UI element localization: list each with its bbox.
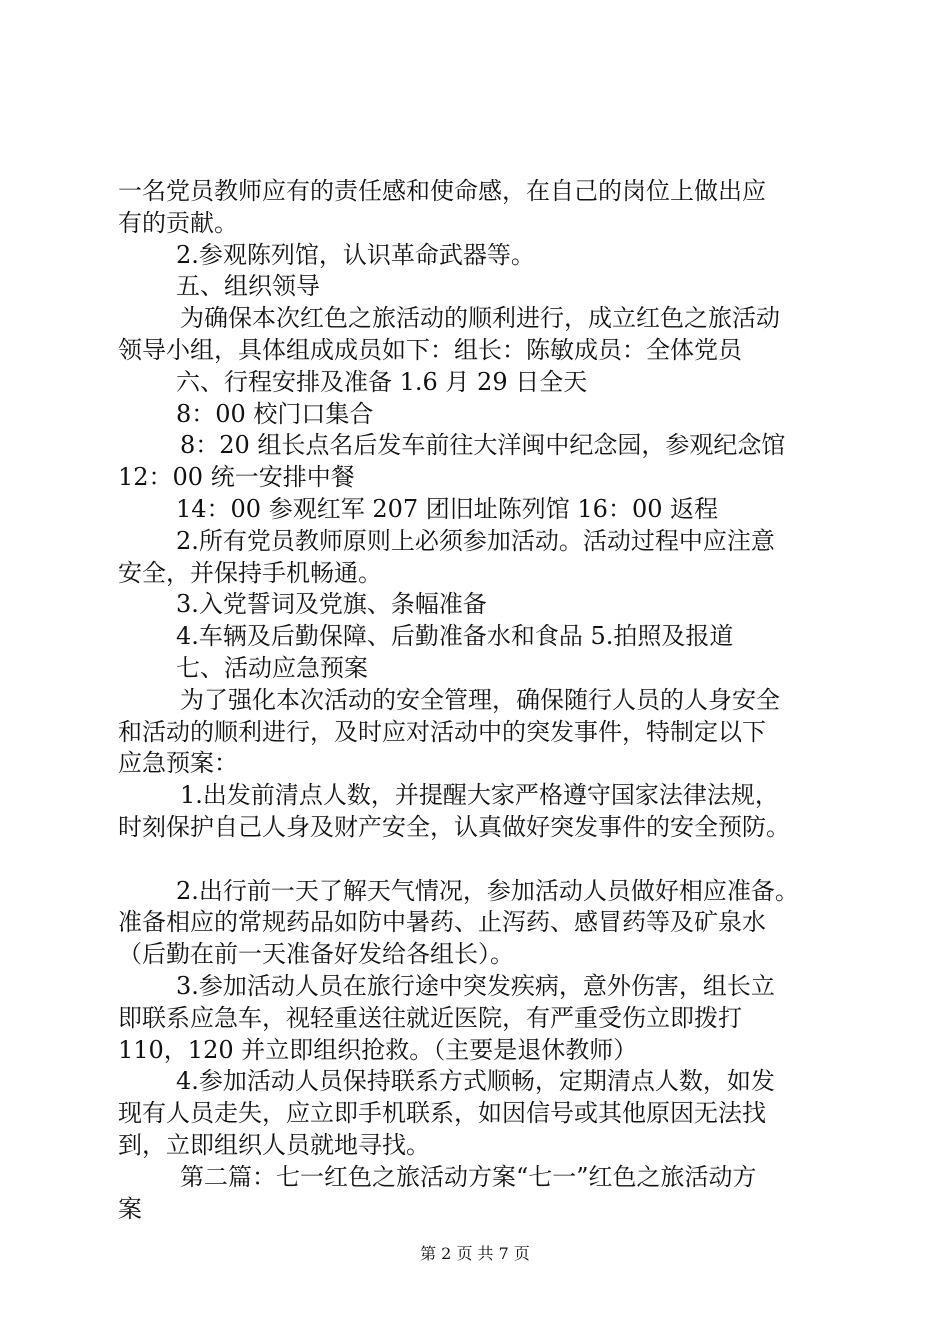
text-line: 安全，并保持手机畅通。 — [118, 558, 382, 587]
text-line: 即联系应急车，视轻重送往就近医院，有严重受伤立即拨打 — [118, 1003, 742, 1032]
text-line: 110，120 并立即组织抢救。（主要是退休教师） — [118, 1035, 638, 1064]
schedule-item: 12：00 统一安排中餐 — [118, 463, 355, 492]
section-heading: 六、行程安排及准备 1.6 月 29 日全天 — [176, 367, 588, 396]
schedule-item: 8：20 组长点名后发车前往大洋闽中纪念园，参观纪念馆 — [180, 431, 786, 460]
text-line: （后勤在前一天准备好发给各组长）。 — [118, 940, 514, 969]
list-item: 3.参加活动人员在旅行途中突发疾病，意外伤害，组长立 — [176, 971, 775, 1000]
list-item: 2.出行前一天了解天气情况，参加活动人员做好相应准备。 — [176, 876, 799, 905]
text-line: 案 — [118, 1194, 142, 1223]
paragraph-gap — [118, 844, 838, 876]
section-heading: 五、组织领导 — [176, 272, 320, 301]
text-line: 和活动的顺利进行，及时应对活动中的突发事件，特制定以下 — [118, 717, 766, 746]
text-line: 到，立即组织人员就地寻找。 — [118, 1130, 430, 1159]
text-line: 为确保本次红色之旅活动的顺利进行，成立红色之旅活动 — [180, 304, 780, 333]
text-line: 时刻保护自己人身及财产安全，认真做好突发事件的安全预防。 — [118, 812, 790, 841]
text-line: 为了强化本次活动的安全管理，确保随行人员的人身安全 — [180, 685, 780, 714]
list-item: 2.所有党员教师原则上必须参加活动。活动过程中应注意 — [176, 526, 775, 555]
document-body — [118, 176, 838, 1225]
text-line: 有的贡献。 — [118, 208, 238, 237]
text-line: 准备相应的常规药品如防中暑药、止泻药、感冒药等及矿泉水 — [118, 908, 766, 937]
list-item: 4.车辆及后勤保障、后勤准备水和食品 5.拍照及报道 — [176, 622, 734, 651]
text-line: 领导小组，具体组成成员如下：组长：陈敏成员：全体党员 — [118, 335, 742, 364]
list-item: 1.出发前清点人数，并提醒大家严格遵守国家法律法规， — [180, 781, 779, 810]
schedule-item: 14：00 参观红军 207 团旧址陈列馆 16：00 返程 — [176, 494, 719, 523]
section-heading: 七、活动应急预案 — [176, 653, 368, 682]
list-item: 2.参观陈列馆，认识革命武器等。 — [176, 240, 535, 269]
list-item: 3.入党誓词及党旗、条幅准备 — [176, 590, 487, 619]
schedule-item: 8：00 校门口集合 — [176, 399, 374, 428]
list-item: 4.参加活动人员保持联系方式顺畅，定期清点人数，如发 — [176, 1067, 775, 1096]
page-number-footer: 第 2 页 共 7 页 — [420, 1244, 530, 1263]
text-line: 应急预案： — [118, 749, 238, 778]
text-line: 现有人员走失，应立即手机联系，如因信号或其他原因无法找 — [118, 1099, 766, 1128]
chapter-heading: 第二篇：七一红色之旅活动方案“七一”红色之旅活动方 — [180, 1162, 757, 1191]
text-line: 一名党员教师应有的责任感和使命感，在自己的岗位上做出应 — [118, 177, 766, 205]
